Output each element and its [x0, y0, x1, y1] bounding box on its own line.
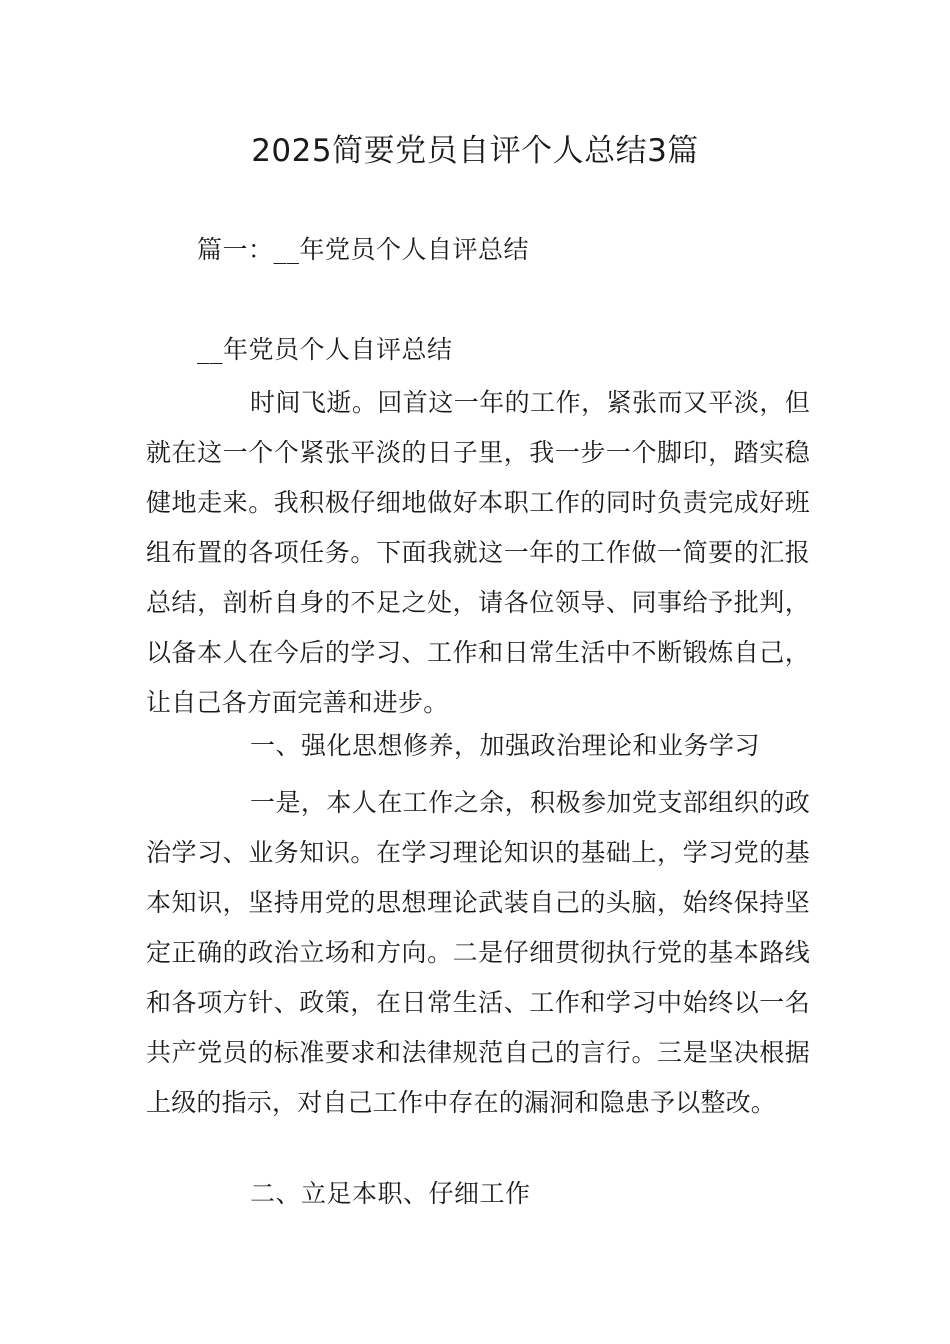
paragraph-study: 一是，本人在工作之余，积极参加党支部组织的政治学习、业务知识。在学习理论知识的基础上，学习党的基本知识，坚持用党的思想理论武装自己的头脑，始终保持坚定正确的政治立场和方向。二是仔细贯彻执行党的基本路线和各项方针、政策，在日常生活、工作和学习中始终以一名共产党员的标准要求和法律规范自己的言行。三是坚决根据上级的指示，对自己工作中存在的漏洞和隐患予以整改。 — [146, 788, 810, 1117]
section-heading: 篇一：__年党员个人自评总结 — [197, 235, 530, 264]
document-title: 2025简要党员自评个人总结3篇 — [251, 133, 699, 169]
document-subtitle: __年党员个人自评总结 — [197, 335, 453, 364]
heading-one: 一、强化思想修养，加强政治理论和业务学习 — [250, 731, 761, 760]
paragraph-intro: 时间飞逝。回首这一年的工作，紧张而又平淡，但就在这一个个紧张平淡的日子里，我一步一个脚印，踏实稳健地走来。我积极仔细地做好本职工作的同时负责完成好班组布置的各项任务。下面我就这一年的工作做一简要的汇报总结，剖析自身的不足之处，请各位领导、同事给予批判，以备本人在今后的学习、工作和日常生活中不断锻炼自己，让自己各方面完善和进步。 — [146, 388, 810, 717]
heading-two: 二、立足本职、仔细工作 — [250, 1179, 531, 1208]
